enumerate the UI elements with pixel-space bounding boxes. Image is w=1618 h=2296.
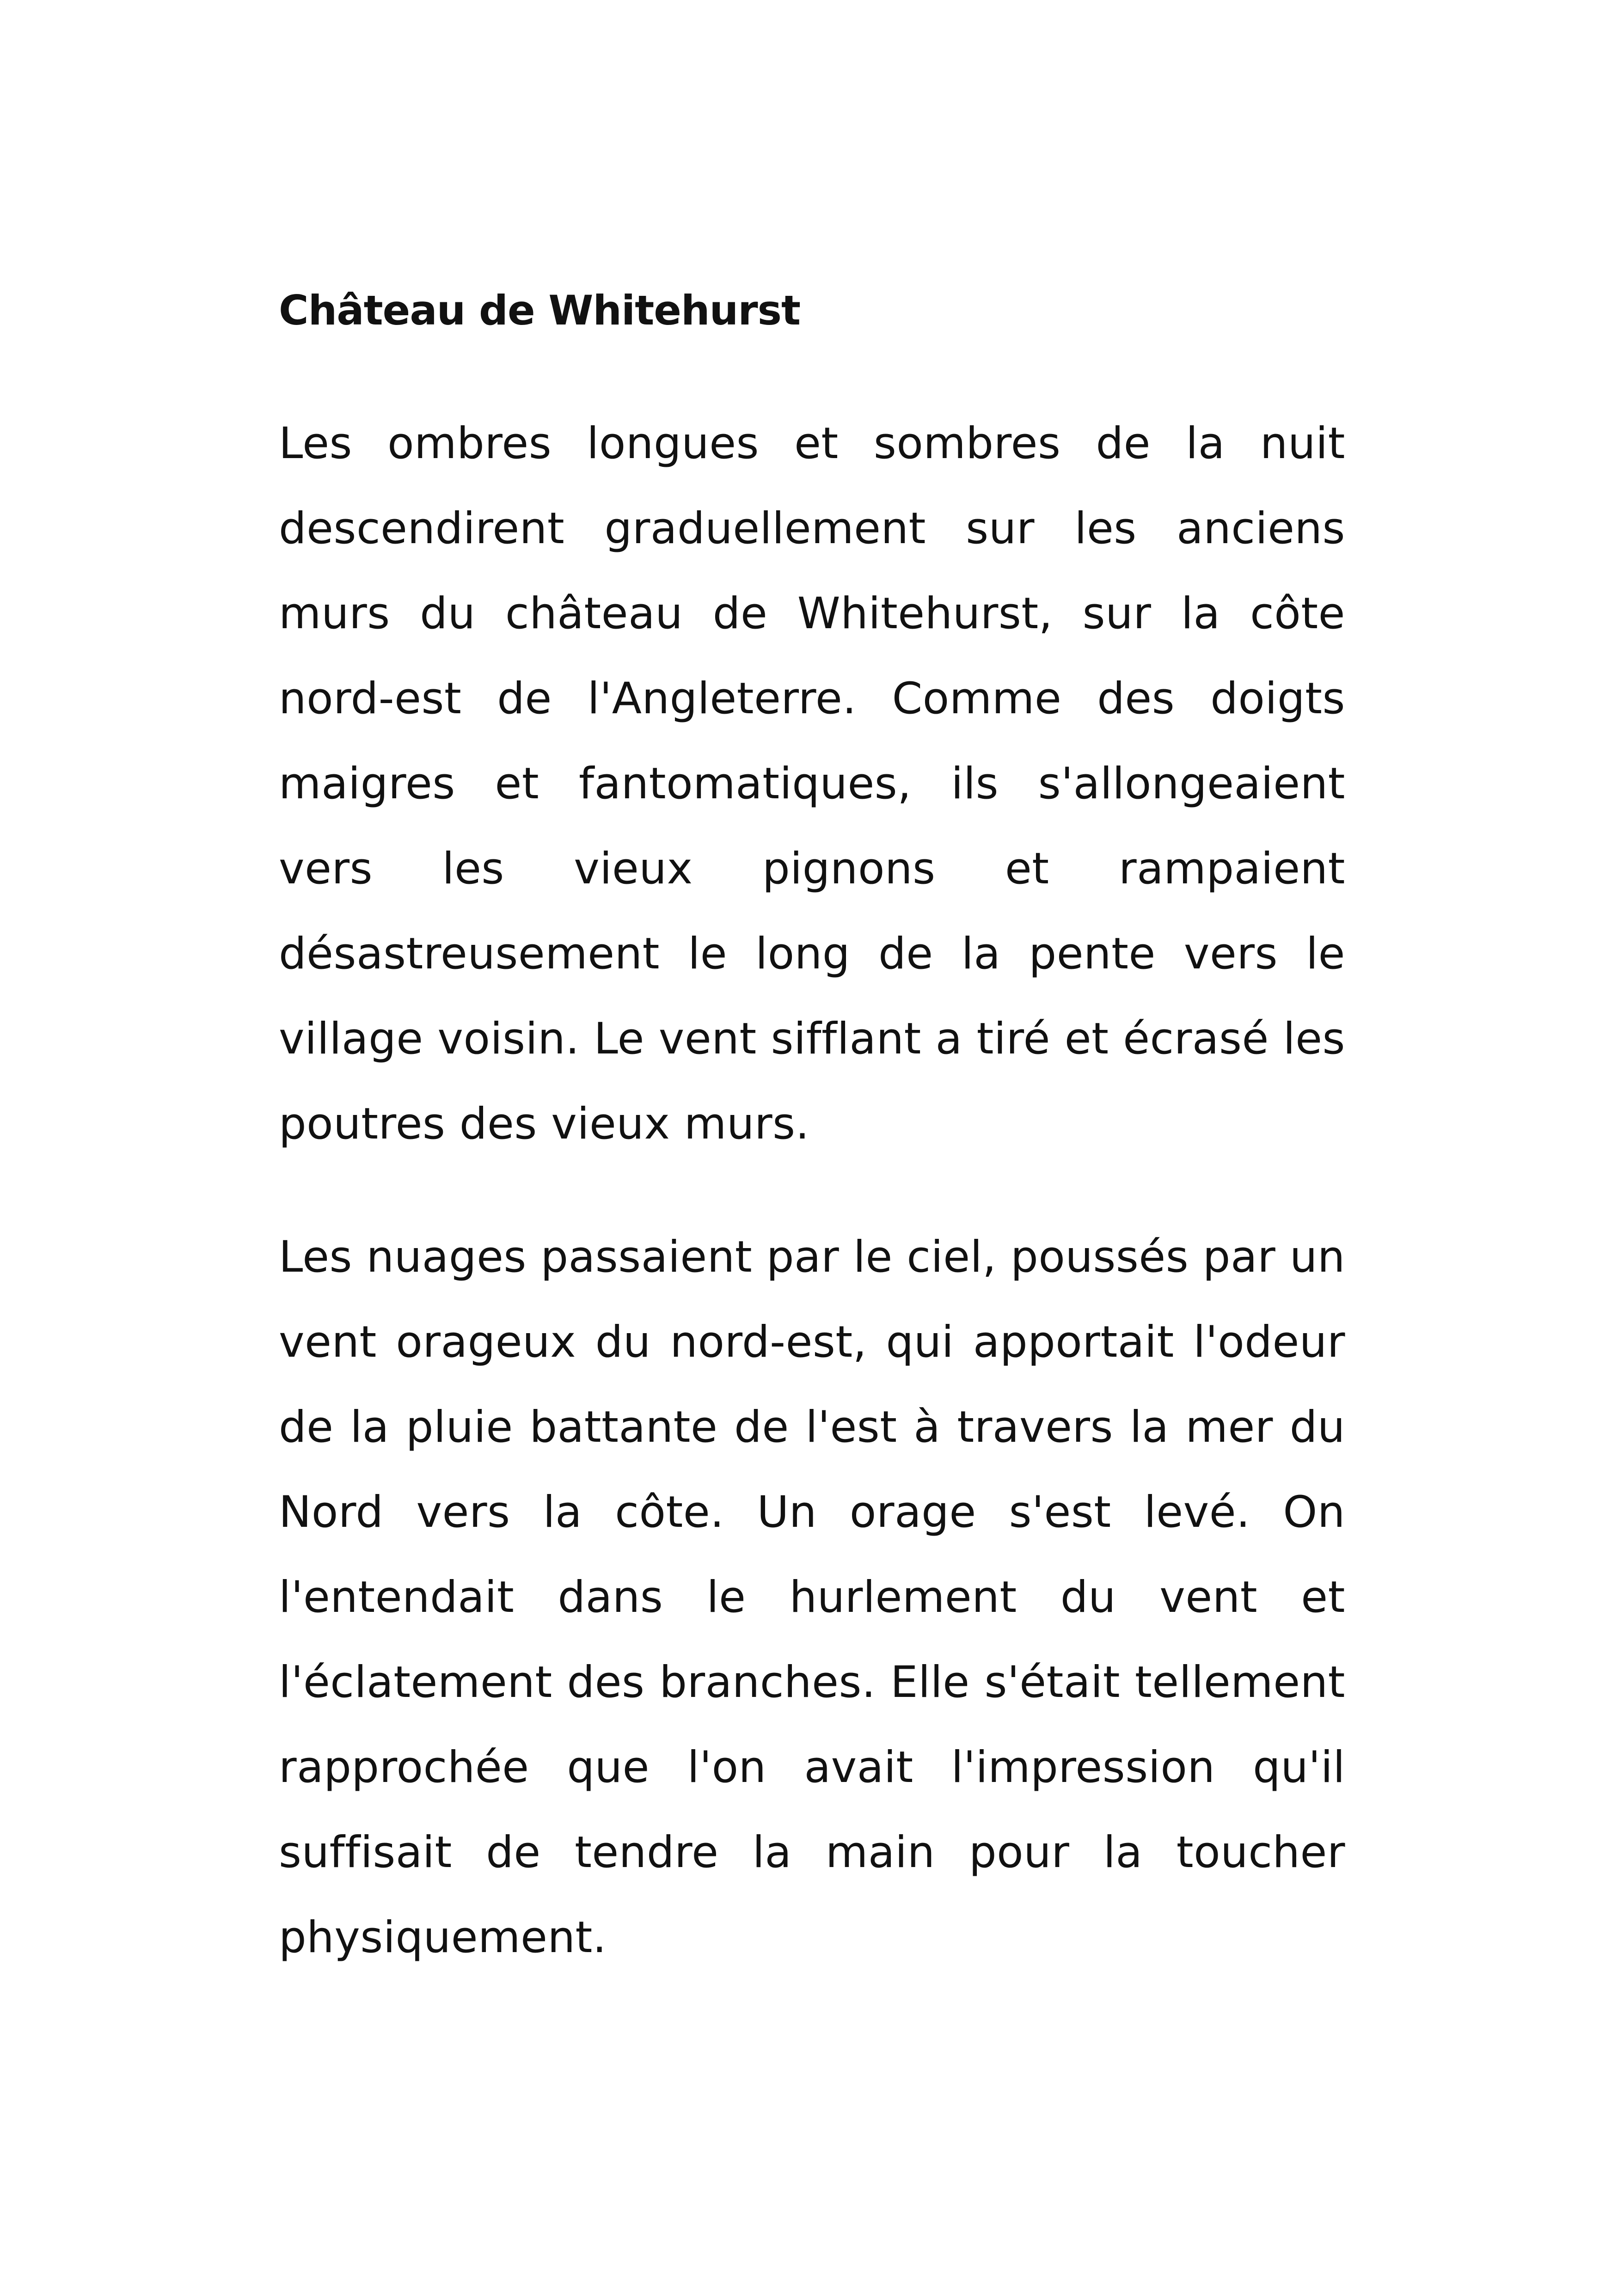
document-page [279, 0, 1345, 2296]
paragraph-1: Les ombres longues et sombres de la nuit descendirent graduellement sur les anciens murs du château de Whitehurst, sur la côte nord-est de l'Angleterre. Comme des doigts maigres et fantomatiques, ils s'allongeaient vers les vieux pignons et rampaient désastreusement le long de la pente vers le village voisin. Le vent sifflant a tiré et écrasé les poutres des vieux murs. [279, 418, 1345, 1149]
paragraph-2: Les nuages passaient par le ciel, poussés par un vent orageux du nord-est, qui apportait l'odeur de la pluie battante de l'est à travers la mer du Nord vers la côte. Un orage s'est levé. On l'entendait dans le hurlement du vent et l'éclatement des branches. Elle s'était tellement rapprochée que l'on avait l'impression qu'il suffisait de tendre la main pour la toucher physiquement. [279, 1232, 1345, 1963]
document-title: Château de Whitehurst [279, 287, 801, 334]
